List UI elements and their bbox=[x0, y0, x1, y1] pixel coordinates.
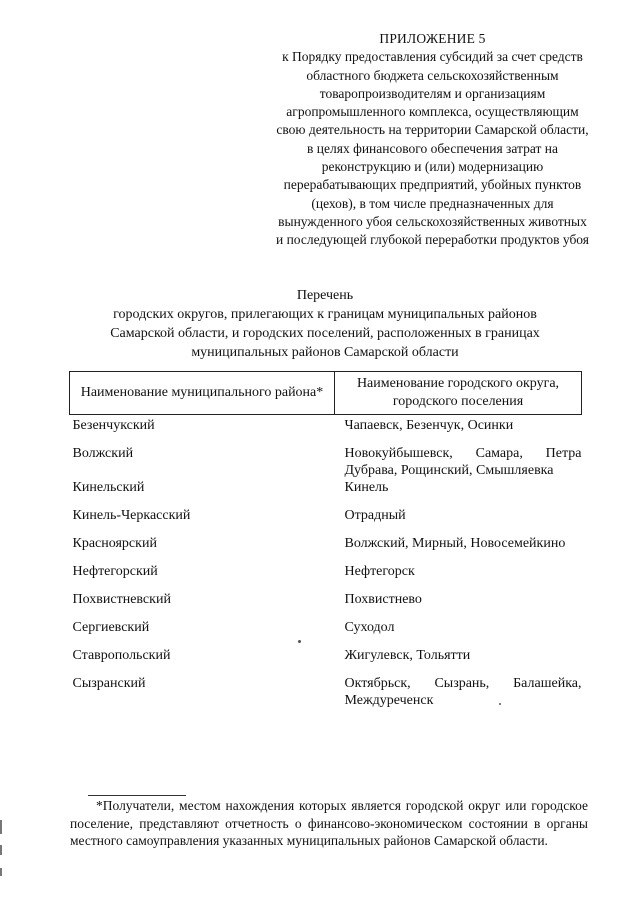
settlement-cell: Волжский, Мирный, Новосемейкино bbox=[344, 536, 566, 551]
table-row bbox=[70, 535, 582, 563]
appendix-line: к Порядку предоставления субсидий за счет средств bbox=[282, 49, 583, 65]
settlement-cell: Октябрьск, Сызрань, Балашейка, Междуреченск bbox=[344, 676, 582, 708]
district-cell: Кинель-Черкасский bbox=[72, 508, 191, 523]
district-cell: Красноярский bbox=[72, 536, 157, 551]
settlement-cell: Суходол bbox=[344, 620, 395, 635]
district-cell: Волжский bbox=[72, 446, 134, 461]
table-row bbox=[70, 675, 582, 709]
appendix-line: свою деятельность на территории Самарской области, bbox=[276, 122, 589, 138]
appendix-line: вынужденного убоя сельскохозяйственных животных bbox=[278, 213, 587, 229]
district-cell: Нефтегорский bbox=[72, 564, 158, 579]
table-row bbox=[70, 479, 582, 507]
title-main: Перечень bbox=[296, 288, 354, 303]
table-row bbox=[70, 445, 582, 479]
appendix-line: областного бюджета сельскохозяйственным bbox=[306, 67, 559, 83]
title-line: муниципальных районов Самарской области bbox=[191, 345, 459, 360]
settlement-cell: Жигулевск, Тольятти bbox=[344, 648, 471, 663]
title-line: городских округов, прилегающих к границам муниципальных районов bbox=[113, 307, 537, 322]
document-title bbox=[70, 286, 580, 362]
appendix-header bbox=[250, 30, 615, 250]
table-row bbox=[70, 415, 582, 446]
table-header-row bbox=[70, 372, 582, 415]
footnote: *Получатели, местом нахождения которых является городской округ или городское поселение, представляют отчетность о финансово-экономическом состоянии в органы местного самоуправления указанных муниципальных районов Самарской области. bbox=[70, 798, 588, 848]
appendix-heading: ПРИЛОЖЕНИЕ 5 bbox=[379, 31, 486, 46]
district-cell: Безенчукский bbox=[72, 418, 155, 433]
districts-table bbox=[69, 371, 582, 709]
settlement-cell: Нефтегорск bbox=[344, 564, 415, 579]
district-cell: Кинельский bbox=[72, 480, 145, 495]
title-line: Самарской области, и городских поселений, расположенных в границах bbox=[110, 326, 540, 341]
scan-edge-mark bbox=[0, 845, 2, 855]
appendix-line: перерабатывающих предприятий, убойных пунктов bbox=[283, 177, 582, 193]
table-row bbox=[70, 619, 582, 647]
table-row bbox=[70, 591, 582, 619]
column-header-settlement: Наименование городского округа, городского поселения bbox=[335, 372, 582, 415]
appendix-line: агропромышленного комплекса, осуществляющим bbox=[286, 104, 579, 120]
appendix-line: в целях финансового обеспечения затрат на bbox=[307, 140, 558, 156]
district-cell: Сызранский bbox=[72, 676, 146, 691]
appendix-line: и последующей глубокой переработки продуктов убоя bbox=[275, 232, 590, 248]
table-row bbox=[70, 507, 582, 535]
settlement-cell: Чапаевск, Безенчук, Осинки bbox=[344, 418, 514, 433]
scan-edge-mark bbox=[0, 820, 2, 834]
district-cell: Похвистневский bbox=[72, 592, 171, 607]
scan-edge-mark bbox=[0, 868, 2, 876]
appendix-line: товаропроизводителям и организациям bbox=[319, 85, 546, 101]
settlement-cell: Новокуйбышевск, Самара, Петра Дубрава, Рощинский, Смышляевка bbox=[344, 446, 582, 478]
scan-speck bbox=[499, 703, 501, 705]
settlement-cell: Кинель bbox=[344, 480, 389, 495]
table-row bbox=[70, 563, 582, 591]
appendix-line: реконструкцию и (или) модернизацию bbox=[321, 159, 544, 175]
district-cell: Сергиевский bbox=[72, 620, 150, 635]
column-header-district: Наименование муниципального района* bbox=[70, 372, 335, 415]
appendix-line: (цехов), в том числе предназначенных для bbox=[311, 195, 554, 211]
settlement-cell: Отрадный bbox=[344, 508, 406, 523]
district-cell: Ставропольский bbox=[72, 648, 171, 663]
settlement-cell: Похвистнево bbox=[344, 592, 422, 607]
table-row bbox=[70, 647, 582, 675]
footnote-divider bbox=[88, 795, 186, 796]
scan-speck bbox=[298, 640, 301, 643]
